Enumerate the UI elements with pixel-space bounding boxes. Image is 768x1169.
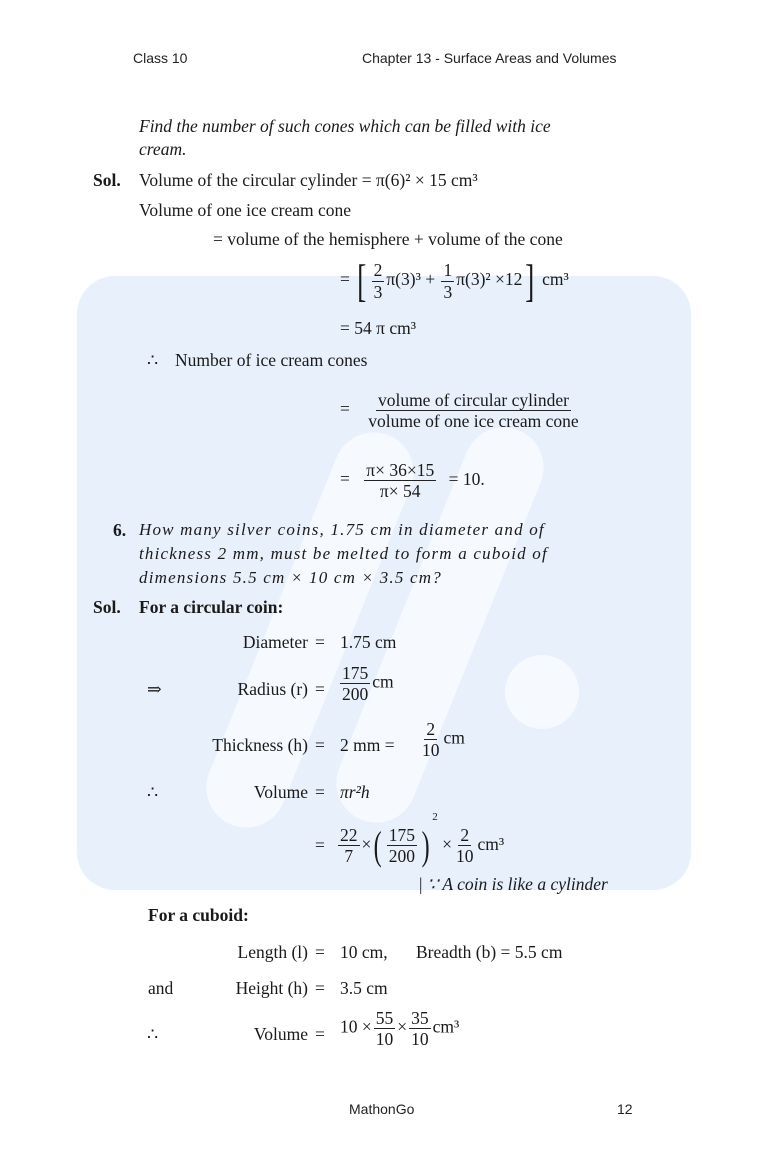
value-height: 3.5 cm: [340, 978, 388, 998]
value-length: 10 cm,: [340, 942, 388, 962]
math-expression: $\frac{175}{200}$ cm: [342, 663, 394, 705]
value-breadth: Breadth (b) = 5.5 cm: [416, 942, 563, 962]
therefore-symbol: ∴: [147, 1024, 159, 1044]
equals: =: [315, 782, 325, 802]
equals: =: [315, 679, 325, 699]
equals: =: [315, 735, 325, 755]
question-text: dimensions 5.5 cm × 10 cm × 3.5 cm?: [139, 568, 442, 587]
solution-line: = volume of the hemisphere + volume of the cone: [213, 229, 563, 249]
label-volume: Volume: [253, 782, 308, 802]
equals: =: [315, 978, 325, 998]
solution-line: Volume of one ice cream cone: [139, 200, 352, 220]
math-expression: = $\frac{\text{volume of circular cylinder}}{\text{volume of one ice cream cone}}$: [340, 390, 579, 432]
therefore-symbol: ∴: [147, 350, 159, 370]
question-text: cream.: [139, 139, 187, 159]
volume-formula: πr²h: [340, 782, 370, 802]
implies-symbol: ⇒: [147, 679, 162, 699]
equals: =: [315, 835, 325, 855]
class-label: Class 10: [133, 50, 188, 66]
equals: =: [315, 1024, 325, 1044]
chapter-title: Chapter 13 - Surface Areas and Volumes: [362, 50, 617, 66]
footer-brand: MathonGo: [349, 1101, 415, 1117]
sol-label: Sol.: [93, 597, 121, 617]
reason-note: | ∵ A coin is like a cylinder: [418, 874, 608, 894]
question-text: How many silver coins, 1.75 cm in diameter and of: [139, 520, 545, 539]
question-number: 6.: [113, 520, 127, 540]
solution-line: Number of ice cream cones: [175, 350, 368, 370]
label-radius: Radius (r): [237, 679, 308, 699]
label-thickness: Thickness (h): [212, 735, 308, 755]
question-text: thickness 2 mm, must be melted to form a cuboid of: [139, 544, 548, 563]
value-thickness: 2 mm =: [340, 735, 395, 755]
therefore-symbol: ∴: [147, 782, 159, 802]
math-expression: = $\frac{\pi\times 36\times 15}{\pi\times 54}$ = 10.: [340, 460, 485, 502]
equals: =: [315, 632, 325, 652]
label-cuboid-volume: Volume: [253, 1024, 308, 1044]
question-text: Find the number of such cones which can be filled with ice: [139, 116, 551, 136]
value-diameter: 1.75 cm: [340, 632, 397, 652]
section-heading: For a circular coin:: [139, 597, 284, 617]
solution-line: = 54 π cm³: [340, 318, 416, 338]
solution-line: Volume of the circular cylinder = π(6)² × 15 cm³: [139, 170, 478, 190]
label-diameter: Diameter: [242, 632, 308, 652]
sol-label: Sol.: [93, 170, 121, 190]
label-height: Height (h): [235, 978, 308, 998]
section-heading: For a cuboid:: [148, 905, 249, 925]
page-number: 12: [617, 1101, 633, 1117]
and-label: and: [148, 978, 174, 998]
math-expression: $\frac{22}{7}$ ×( $\frac{175}{200}$ )$^2$ × $\frac{2}{10}$ cm³: [340, 811, 505, 868]
math-expression: $\frac{2}{10}$ cm: [422, 719, 465, 761]
equals: =: [315, 942, 325, 962]
label-length: Length (l): [237, 942, 308, 962]
math-expression: 10 × $\frac{55}{10}$ × $\frac{35}{10}$ cm³: [340, 1008, 460, 1050]
math-expression: = [ $\frac{2}{3}$ π(3)³ + $\frac{1}{3}$ π(3)² ×12] cm³: [340, 255, 569, 306]
